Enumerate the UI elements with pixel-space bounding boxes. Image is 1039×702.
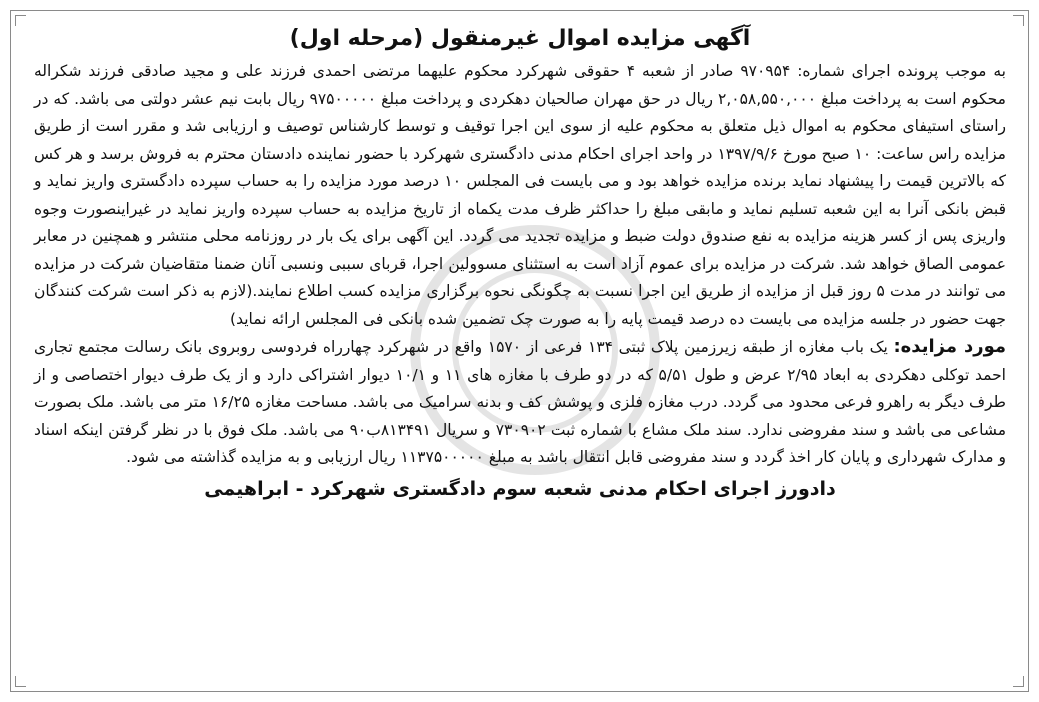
frame-corner-ornament	[15, 676, 26, 687]
frame-corner-ornament	[1013, 15, 1024, 26]
signature-line: دادورز اجرای احکام مدنی شعبه سوم دادگستری شهرکرد - ابراهیمی	[204, 477, 836, 500]
notice-content	[34, 22, 1006, 662]
frame-corner-ornament	[15, 15, 26, 26]
notice-title: آگهی مزایده اموال غیرمنقول (مرحله اول)	[289, 26, 751, 51]
auction-item-label: مورد مزایده:	[893, 336, 1007, 357]
frame-corner-ornament	[1013, 676, 1024, 687]
auction-item-text: یک باب مغازه از طبقه زیرزمین پلاک ثبتی ۱۳۴ فرعی از ۱۵۷۰ واقع در شهرکرد چهارراه فردوسی روبروی بانک رسالت مجتمع تجاری احمد توکلی دهکردی به ابعاد ۲/۹۵ عرض و طول ۵/۵۱ که در دو طرف با مغازه های ۱۱ و ۱۰/۱ دیوار اشتراکی دارد و از یک طرف دیوار اختصاصی و از طرف دیگر به راهرو فرعی محدود می گردد. درب مغازه فلزی و پوشش کف و بدنه سرامیک می باشد. مساحت مغازه ۱۶/۲۵ متر می باشد. ملک بصورت مشاعی می باشد و سند مفروضی ندارد. سند ملک مشاع با شماره ثبت ۷۳۰۹۰۲ و سریال ۸۱۳۴۹۱ب۹۰ می باشد. ملک فوق با در نظر گرفتن اینکه اسناد و مدارک شهرداری و پایان کار اخذ گردد و سند مفروضی قابل انتقال باشد به مبلغ ۱۱۳۷۵۰۰۰۰۰ ریال ارزیابی و به مزایده گذاشته می شود.	[33, 338, 1006, 466]
notice-body: به موجب پرونده اجرای شماره: ۹۷۰۹۵۴ صادر از شعبه ۴ حقوقی شهرکرد محکوم علیهما مرتضی احمدی فرزند علی و مجید صادقی فرزند شکراله محکوم است به پرداخت مبلغ ۲,۰۵۸,۵۵۰,۰۰۰ ریال در حق مهران صالحیان دهکردی و پرداخت مبلغ ۹۷۵۰۰۰۰۰ ریال بابت نیم عشر دولتی می باشد. که در راستای استیفای محکوم به اموال ذیل متعلق به محکوم علیه از سوی این اجرا توقیف و توسط کارشناس توصیف و ارزیابی شد و مقرر است از طریق مزایده راس ساعت: ۱۰ صبح مورخ ۱۳۹۷/۹/۶ در واحد اجرای احکام مدنی دادگستری شهرکرد با حضور نماینده دادستان محترم به فروش برسد و هر کس که بالاترین قیمت را پیشنهاد نماید برنده مزایده خواهد بود و می بایست فی المجلس ۱۰ درصد مورد مزایده را به حساب سپرده دادگستری واریز نماید و قبض بانکی آنرا به این شعبه تسلیم نماید و مابقی مبلغ را حداکثر ظرف مدت یکماه از تاریخ مزایده به حساب سپرده واریز نماید در غیراینصورت وجوه واریزی پس از کسر هزینه مزایده به نفع صندوق دولت ضبط و مزایده تجدید می گردد. این آگهی برای یک بار در روزنامه محلی منتشر و همچنین در معابر عمومی الصاق خواهد شد. شرکت در مزایده برای عموم آزاد است به استثنای مسوولین اجرا، قربای سببی ونسبی آنان ضمنا متقاضیان شرکت در مزایده می توانند در مدت ۵ روز قبل از مزایده از طریق این اجرا نسبت به چگونگی نحوه برگزاری مزایده کسب اطلاع نمایند.(لازم به ذکر است شرکت کنندگان جهت حضور در جلسه مزایده می بایست ده درصد قیمت پایه را به صورت چک تضمین شده بانکی فی المجلس ارائه نماید)	[34, 62, 1006, 328]
auction-item-paragraph	[34, 333, 1006, 472]
